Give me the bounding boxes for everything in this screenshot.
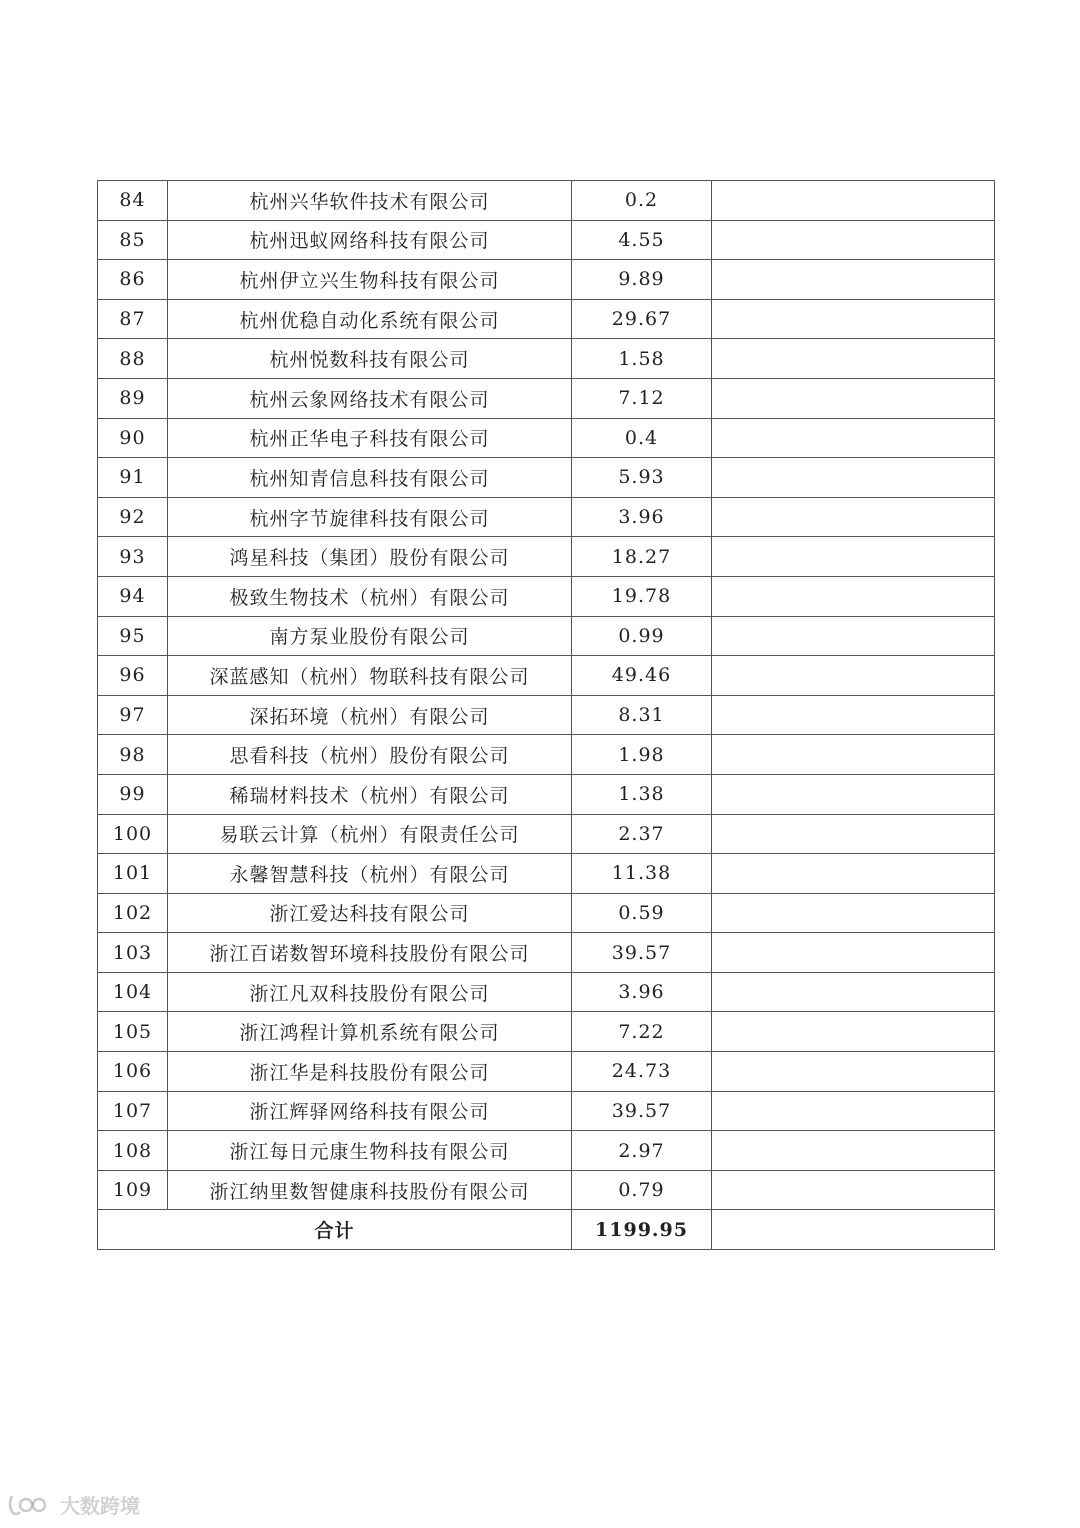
row-index-cell: 93 bbox=[98, 537, 168, 577]
table-row bbox=[98, 181, 995, 221]
row-index-cell: 92 bbox=[98, 497, 168, 537]
row-index-cell: 98 bbox=[98, 735, 168, 775]
company-name-cell: 思看科技（杭州）股份有限公司 bbox=[168, 735, 572, 775]
table-row bbox=[98, 1091, 995, 1131]
company-name-cell: 杭州正华电子科技有限公司 bbox=[168, 418, 572, 458]
row-index-cell: 95 bbox=[98, 616, 168, 656]
row-index-cell: 100 bbox=[98, 814, 168, 854]
total-label: 合计 bbox=[98, 1210, 572, 1250]
note-cell bbox=[712, 339, 995, 379]
table-row bbox=[98, 893, 995, 933]
note-cell bbox=[712, 1012, 995, 1052]
row-index-cell: 101 bbox=[98, 854, 168, 894]
note-cell bbox=[712, 576, 995, 616]
company-name-cell: 浙江鸿程计算机系统有限公司 bbox=[168, 1012, 572, 1052]
note-cell bbox=[712, 656, 995, 696]
company-name-cell: 极致生物技术（杭州）有限公司 bbox=[168, 576, 572, 616]
amount-cell: 19.78 bbox=[572, 576, 712, 616]
amount-cell: 7.12 bbox=[572, 378, 712, 418]
amount-cell: 5.93 bbox=[572, 458, 712, 498]
note-cell bbox=[712, 616, 995, 656]
company-name-cell: 浙江华是科技股份有限公司 bbox=[168, 1052, 572, 1092]
subsidy-table bbox=[97, 180, 995, 1250]
company-name-cell: 浙江爱达科技有限公司 bbox=[168, 893, 572, 933]
row-index-cell: 87 bbox=[98, 299, 168, 339]
row-index-cell: 107 bbox=[98, 1091, 168, 1131]
table-row bbox=[98, 418, 995, 458]
note-cell bbox=[712, 418, 995, 458]
amount-cell: 29.67 bbox=[572, 299, 712, 339]
note-cell bbox=[712, 735, 995, 775]
note-cell bbox=[712, 181, 995, 221]
row-index-cell: 88 bbox=[98, 339, 168, 379]
row-index-cell: 104 bbox=[98, 972, 168, 1012]
amount-cell: 8.31 bbox=[572, 695, 712, 735]
amount-cell: 1.58 bbox=[572, 339, 712, 379]
company-name-cell: 深蓝感知（杭州）物联科技有限公司 bbox=[168, 656, 572, 696]
note-cell bbox=[712, 814, 995, 854]
note-cell bbox=[712, 854, 995, 894]
note-cell bbox=[712, 378, 995, 418]
company-name-cell: 杭州优稳自动化系统有限公司 bbox=[168, 299, 572, 339]
row-index-cell: 102 bbox=[98, 893, 168, 933]
table-row bbox=[98, 774, 995, 814]
company-name-cell: 易联云计算（杭州）有限责任公司 bbox=[168, 814, 572, 854]
row-index-cell: 106 bbox=[98, 1052, 168, 1092]
row-index-cell: 84 bbox=[98, 181, 168, 221]
note-cell bbox=[712, 893, 995, 933]
table-row bbox=[98, 972, 995, 1012]
row-index-cell: 91 bbox=[98, 458, 168, 498]
table-row bbox=[98, 576, 995, 616]
row-index-cell: 108 bbox=[98, 1131, 168, 1171]
row-index-cell: 85 bbox=[98, 220, 168, 260]
note-cell bbox=[712, 774, 995, 814]
amount-cell: 7.22 bbox=[572, 1012, 712, 1052]
table-row bbox=[98, 1131, 995, 1171]
amount-cell: 0.79 bbox=[572, 1170, 712, 1210]
amount-cell: 0.4 bbox=[572, 418, 712, 458]
company-name-cell: 杭州伊立兴生物科技有限公司 bbox=[168, 260, 572, 300]
company-name-cell: 稀瑞材料技术（杭州）有限公司 bbox=[168, 774, 572, 814]
table-row bbox=[98, 1012, 995, 1052]
note-cell bbox=[712, 933, 995, 973]
note-cell bbox=[712, 220, 995, 260]
amount-cell: 2.97 bbox=[572, 1131, 712, 1171]
table-row bbox=[98, 378, 995, 418]
table-row bbox=[98, 656, 995, 696]
amount-cell: 3.96 bbox=[572, 972, 712, 1012]
table-row bbox=[98, 220, 995, 260]
table-row bbox=[98, 458, 995, 498]
company-name-cell: 浙江凡双科技股份有限公司 bbox=[168, 972, 572, 1012]
company-name-cell: 南方泵业股份有限公司 bbox=[168, 616, 572, 656]
row-index-cell: 94 bbox=[98, 576, 168, 616]
amount-cell: 0.99 bbox=[572, 616, 712, 656]
watermark bbox=[6, 1488, 140, 1520]
company-name-cell: 杭州悦数科技有限公司 bbox=[168, 339, 572, 379]
table-row bbox=[98, 814, 995, 854]
note-cell bbox=[712, 537, 995, 577]
table-row bbox=[98, 854, 995, 894]
note-cell bbox=[712, 1091, 995, 1131]
amount-cell: 2.37 bbox=[572, 814, 712, 854]
amount-cell: 24.73 bbox=[572, 1052, 712, 1092]
amount-cell: 9.89 bbox=[572, 260, 712, 300]
amount-cell: 39.57 bbox=[572, 1091, 712, 1131]
amount-cell: 49.46 bbox=[572, 656, 712, 696]
amount-cell: 0.59 bbox=[572, 893, 712, 933]
company-name-cell: 杭州兴华软件技术有限公司 bbox=[168, 181, 572, 221]
note-cell bbox=[712, 1052, 995, 1092]
row-index-cell: 96 bbox=[98, 656, 168, 696]
row-index-cell: 103 bbox=[98, 933, 168, 973]
table-body bbox=[98, 181, 995, 1250]
company-name-cell: 杭州字节旋律科技有限公司 bbox=[168, 497, 572, 537]
company-name-cell: 浙江百诺数智环境科技股份有限公司 bbox=[168, 933, 572, 973]
amount-cell: 1.98 bbox=[572, 735, 712, 775]
amount-cell: 18.27 bbox=[572, 537, 712, 577]
amount-cell: 3.96 bbox=[572, 497, 712, 537]
company-name-cell: 杭州迅蚁网络科技有限公司 bbox=[168, 220, 572, 260]
table-row bbox=[98, 497, 995, 537]
row-index-cell: 109 bbox=[98, 1170, 168, 1210]
table-row bbox=[98, 735, 995, 775]
amount-cell: 4.55 bbox=[572, 220, 712, 260]
company-name-cell: 浙江纳里数智健康科技股份有限公司 bbox=[168, 1170, 572, 1210]
company-name-cell: 永馨智慧科技（杭州）有限公司 bbox=[168, 854, 572, 894]
table-row bbox=[98, 1052, 995, 1092]
weibo-logo-icon bbox=[6, 1490, 54, 1518]
row-index-cell: 105 bbox=[98, 1012, 168, 1052]
company-name-cell: 浙江每日元康生物科技有限公司 bbox=[168, 1131, 572, 1171]
note-cell bbox=[712, 972, 995, 1012]
note-cell bbox=[712, 260, 995, 300]
amount-cell: 39.57 bbox=[572, 933, 712, 973]
note-cell bbox=[712, 1170, 995, 1210]
note-cell bbox=[712, 299, 995, 339]
company-name-cell: 深拓环境（杭州）有限公司 bbox=[168, 695, 572, 735]
note-cell bbox=[712, 497, 995, 537]
total-row bbox=[98, 1210, 995, 1250]
total-amount: 1199.95 bbox=[572, 1210, 712, 1250]
table-row bbox=[98, 616, 995, 656]
row-index-cell: 90 bbox=[98, 418, 168, 458]
company-name-cell: 杭州云象网络技术有限公司 bbox=[168, 378, 572, 418]
company-name-cell: 浙江辉驿网络科技有限公司 bbox=[168, 1091, 572, 1131]
table-row bbox=[98, 299, 995, 339]
table-row bbox=[98, 537, 995, 577]
company-name-cell: 鸿星科技（集团）股份有限公司 bbox=[168, 537, 572, 577]
row-index-cell: 97 bbox=[98, 695, 168, 735]
company-name-cell: 杭州知青信息科技有限公司 bbox=[168, 458, 572, 498]
amount-cell: 1.38 bbox=[572, 774, 712, 814]
table-row bbox=[98, 695, 995, 735]
note-cell bbox=[712, 695, 995, 735]
amount-cell: 11.38 bbox=[572, 854, 712, 894]
table-row bbox=[98, 260, 995, 300]
row-index-cell: 89 bbox=[98, 378, 168, 418]
row-index-cell: 99 bbox=[98, 774, 168, 814]
table-row bbox=[98, 1170, 995, 1210]
row-index-cell: 86 bbox=[98, 260, 168, 300]
total-note-cell bbox=[712, 1210, 995, 1250]
table-row bbox=[98, 339, 995, 379]
watermark-text: 大数跨境 bbox=[60, 1493, 140, 1518]
table-row bbox=[98, 933, 995, 973]
note-cell bbox=[712, 1131, 995, 1171]
amount-cell: 0.2 bbox=[572, 181, 712, 221]
note-cell bbox=[712, 458, 995, 498]
